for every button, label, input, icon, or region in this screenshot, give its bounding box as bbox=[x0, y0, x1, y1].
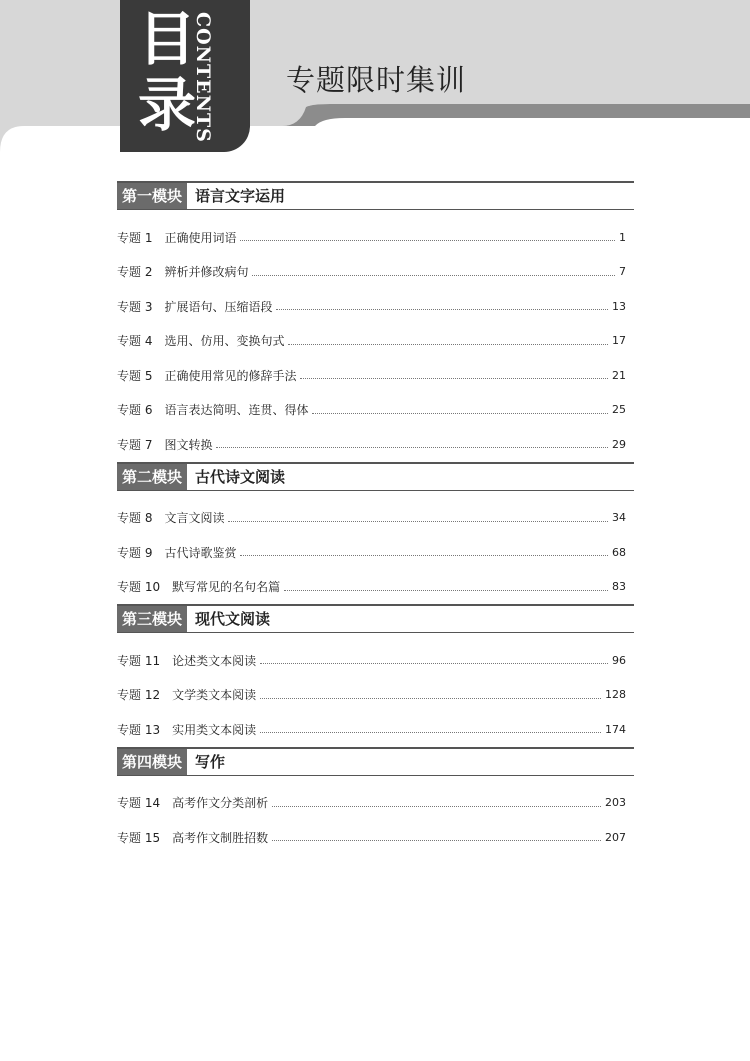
mu-character: 目 bbox=[137, 5, 196, 73]
table-of-contents bbox=[117, 181, 634, 855]
entry-title: 实用类文本阅读 bbox=[172, 722, 257, 737]
toc-entry[interactable] bbox=[117, 570, 634, 605]
dot-leader bbox=[272, 805, 601, 807]
module-header-2 bbox=[117, 462, 634, 491]
module-title: 写作 bbox=[195, 752, 226, 771]
entry-title: 高考作文分类剖析 bbox=[172, 796, 269, 811]
entry-number: 专题 3 bbox=[117, 299, 153, 314]
toc-entry[interactable] bbox=[117, 712, 634, 747]
entry-page: 174 bbox=[605, 722, 626, 736]
entry-number: 专题 6 bbox=[117, 403, 153, 418]
module-header-1 bbox=[117, 181, 634, 210]
contents-tab bbox=[120, 0, 250, 152]
entry-number: 专题 5 bbox=[117, 368, 153, 383]
toc-entry[interactable] bbox=[117, 255, 634, 290]
dot-leader bbox=[252, 274, 615, 276]
toc-entry[interactable] bbox=[117, 393, 634, 428]
entry-title: 默写常见的名句名篇 bbox=[172, 580, 281, 595]
module-title: 现代文阅读 bbox=[195, 610, 271, 628]
entry-page: 1 bbox=[619, 230, 626, 244]
entry-title: 正确使用常见的修辞手法 bbox=[164, 368, 297, 383]
entry-title: 古代诗歌鉴赏 bbox=[164, 545, 237, 560]
dot-leader bbox=[288, 343, 608, 345]
toc-entry[interactable] bbox=[117, 643, 634, 678]
entry-number: 专题 4 bbox=[117, 334, 153, 349]
entry-title: 正确使用词语 bbox=[164, 230, 237, 245]
contents-word: CONTENTS bbox=[192, 12, 214, 143]
dot-leader bbox=[240, 554, 608, 556]
entry-title: 选用、仿用、变换句式 bbox=[164, 334, 285, 349]
entry-page: 203 bbox=[605, 796, 626, 810]
entry-title: 图文转换 bbox=[164, 437, 213, 452]
dot-leader bbox=[260, 731, 601, 733]
toc-entry[interactable] bbox=[117, 220, 634, 255]
module-header-4 bbox=[117, 747, 634, 776]
entry-title: 论述类文本阅读 bbox=[172, 653, 257, 668]
module-badge: 第一模块 bbox=[117, 183, 187, 209]
module-title: 古代诗文阅读 bbox=[195, 467, 286, 486]
dot-leader bbox=[284, 589, 608, 591]
entry-number: 专题 1 bbox=[117, 230, 153, 245]
toc-entry[interactable] bbox=[117, 289, 634, 324]
dot-leader bbox=[240, 239, 615, 241]
dot-leader bbox=[272, 839, 601, 841]
dot-leader bbox=[260, 697, 601, 699]
lu-character: 录 bbox=[137, 71, 196, 139]
entry-number: 专题 2 bbox=[117, 265, 153, 280]
entry-number: 专题 8 bbox=[117, 511, 153, 526]
entry-title: 高考作文制胜招数 bbox=[172, 830, 269, 845]
entry-number: 专题 9 bbox=[117, 545, 153, 560]
entry-number: 专题 10 bbox=[117, 580, 161, 595]
dot-leader bbox=[228, 520, 608, 522]
entry-page: 207 bbox=[605, 830, 626, 844]
header-band bbox=[0, 0, 750, 165]
entry-page: 68 bbox=[612, 545, 626, 559]
entry-page: 7 bbox=[619, 265, 626, 279]
toc-entry[interactable] bbox=[117, 535, 634, 570]
toc-entry[interactable] bbox=[117, 820, 634, 855]
entry-number: 专题 7 bbox=[117, 437, 153, 452]
entry-page: 17 bbox=[612, 334, 626, 348]
entry-number: 专题 15 bbox=[117, 830, 161, 845]
entry-number: 专题 12 bbox=[117, 688, 161, 703]
entry-title: 辨析并修改病句 bbox=[164, 265, 249, 280]
toc-entry[interactable] bbox=[117, 786, 634, 821]
module-badge: 第四模块 bbox=[117, 749, 187, 775]
entry-title: 语言表达简明、连贯、得体 bbox=[164, 403, 309, 418]
dot-leader bbox=[216, 446, 608, 448]
entry-page: 13 bbox=[612, 299, 626, 313]
dot-leader bbox=[276, 308, 608, 310]
dot-leader bbox=[300, 377, 608, 379]
dot-leader bbox=[260, 662, 608, 664]
entry-title: 文学类文本阅读 bbox=[172, 688, 257, 703]
book-title: 专题限时集训 bbox=[286, 63, 467, 97]
entry-title: 文言文阅读 bbox=[164, 511, 225, 526]
entry-number: 专题 13 bbox=[117, 722, 161, 737]
module-header-3 bbox=[117, 604, 634, 633]
toc-entry[interactable] bbox=[117, 427, 634, 462]
module-title: 语言文字运用 bbox=[195, 187, 286, 205]
entry-number: 专题 14 bbox=[117, 796, 161, 811]
toc-entry[interactable] bbox=[117, 501, 634, 536]
toc-entry[interactable] bbox=[117, 324, 634, 359]
entry-page: 96 bbox=[612, 653, 626, 667]
entry-page: 29 bbox=[612, 437, 626, 451]
dot-leader bbox=[312, 412, 608, 414]
entry-title: 扩展语句、压缩语段 bbox=[164, 299, 273, 314]
module-badge: 第二模块 bbox=[117, 464, 187, 490]
entry-page: 34 bbox=[612, 511, 626, 525]
entry-page: 21 bbox=[612, 368, 626, 382]
entry-number: 专题 11 bbox=[117, 653, 161, 668]
entry-page: 128 bbox=[605, 688, 626, 702]
entry-page: 83 bbox=[612, 580, 626, 594]
toc-entry[interactable] bbox=[117, 678, 634, 713]
entry-page: 25 bbox=[612, 403, 626, 417]
toc-entry[interactable] bbox=[117, 358, 634, 393]
module-badge: 第三模块 bbox=[117, 606, 187, 632]
